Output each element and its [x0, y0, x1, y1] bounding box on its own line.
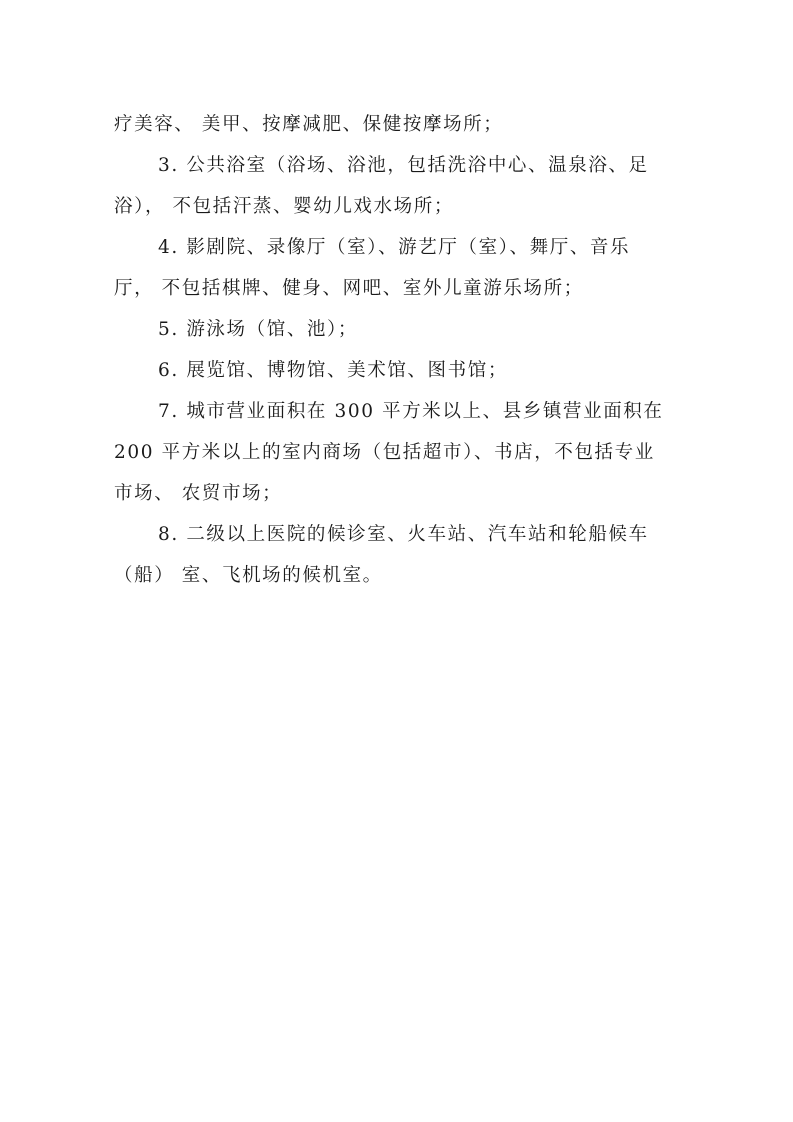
list-item-5: 5. 游泳场（馆、池）； — [158, 319, 358, 340]
list-item-7-line-3: 市场、 农贸市场； — [114, 483, 283, 504]
list-item-7-line-2: 200 平方米以上的室内商场（包括超市）、书店，不包括专业 — [114, 442, 655, 463]
list-item-3-line-2: 浴）， 不包括汗蒸、婴幼儿戏水场所； — [114, 196, 454, 217]
list-item-8-line-2: （船） 室、飞机场的候机室。 — [114, 565, 383, 586]
text-line: 疗美容、 美甲、按摩减肥、保健按摩场所； — [114, 114, 504, 135]
document-body — [114, 104, 686, 596]
list-item-4-line-1: 4. 影剧院、录像厅（室）、游艺厅（室）、舞厅、音乐 — [158, 237, 631, 258]
list-item-4-line-2: 厅， 不包括棋牌、健身、网吧、室外儿童游乐场所； — [114, 278, 584, 299]
list-item-7-line-1: 7. 城市营业面积在 300 平方米以上、县乡镇营业面积在 — [158, 401, 664, 422]
list-item-6: 6. 展览馆、博物馆、美术馆、图书馆； — [158, 360, 508, 381]
list-item-3-line-1: 3. 公共浴室（浴场、浴池，包括洗浴中心、温泉浴、足 — [158, 155, 649, 176]
list-item-8-line-1: 8. 二级以上医院的候诊室、火车站、汽车站和轮船候车 — [158, 524, 649, 545]
